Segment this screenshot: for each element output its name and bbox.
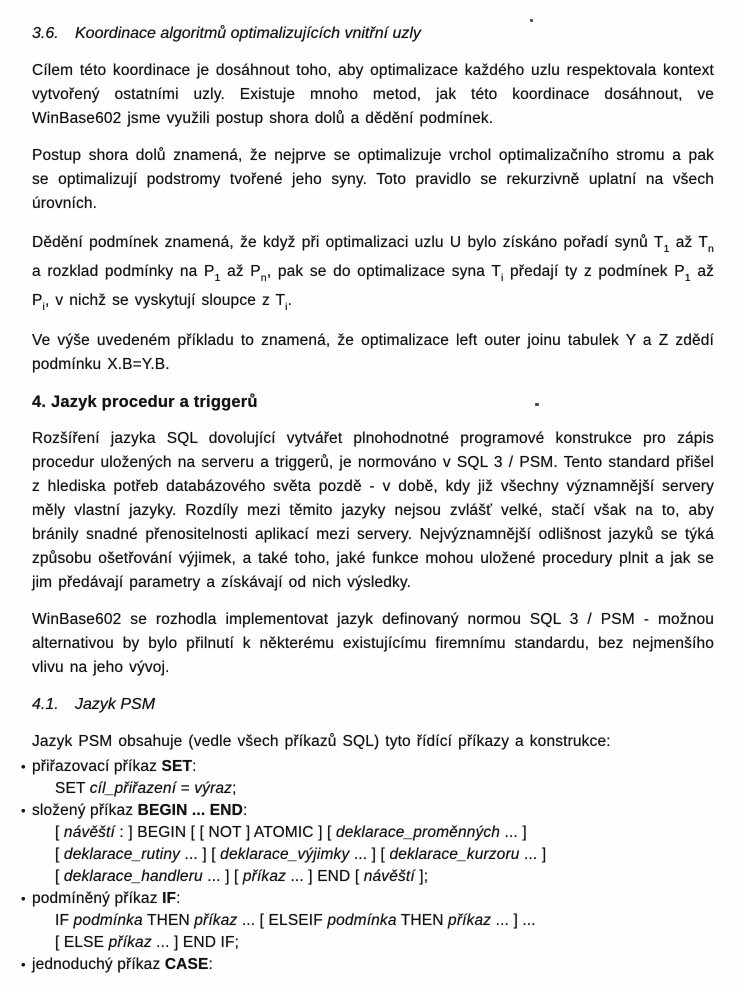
list-item-case-command	[21, 954, 714, 976]
bullet-body	[32, 756, 714, 800]
section-title-3-6: Koordinace algoritmů optimalizujících vnitřní uzly	[75, 25, 421, 42]
list-item-begin-end-command	[21, 800, 714, 888]
section-number-4-1: 4.1.	[32, 696, 59, 713]
syntax-line-if-1: IF podmínka THEN příkaz ... [ ELSEIF podmínka THEN příkaz ... ] ...	[55, 912, 536, 929]
bullet-icon: •	[21, 759, 26, 774]
section-title-4-1: Jazyk PSM	[75, 696, 156, 713]
paragraph-winbase-decision: WinBase602 se rozhodla implementovat jazyk definovaný normou SQL 3 / PSM - možnou alternativou by bylo přilnutí k některému existujícímu firemnímu standardu, bez nejmenšího vlivu na jeho vývoj.	[32, 611, 714, 676]
bullet-label-if: podmíněný příkaz IF:	[32, 890, 181, 907]
syntax-line-set: SET cíl_přiřazení = výraz;	[55, 780, 237, 797]
syntax-line-begin-3: [ deklarace_handleru ... ] [ příkaz ... ] END [ návěští ];	[55, 868, 429, 885]
syntax-line-begin-1: [ návěští : ] BEGIN [ [ NOT ] ATOMIC ] [ deklarace_proměnných ... ]	[55, 824, 527, 841]
section-heading-3-6	[32, 24, 714, 44]
paragraph-condition-inheritance: Dědění podmínek znamená, že když při optimalizaci uzlu U bylo získáno pořadí synů $T_1$ až $T_n$ a rozklad podmínky na $P_1$ až $P_n$, pak se do optimalizace syna $T_i$ předají ty z podmínek $P_1$ až $P_i$, v nichž se vyskytují sloupce z $T_i$.	[32, 234, 715, 313]
bullet-icon: •	[21, 891, 26, 906]
bullet-body	[32, 800, 714, 888]
bullet-icon: •	[21, 957, 26, 972]
bullet-label-case: jednoduchý příkaz CASE:	[32, 956, 213, 973]
bullet-label-begin-end: složený příkaz BEGIN ... END:	[32, 802, 248, 819]
bullet-body	[32, 888, 714, 954]
section-number-3-6: 3.6.	[32, 25, 59, 42]
section-heading-4-1	[32, 695, 714, 715]
paragraph-join-example: Ve výše uvedeném příkladu to znamená, že optimalizace left outer joinu tabulek Y a Z zdědí podmínku X.B=Y.B.	[32, 332, 714, 373]
list-item-set-command	[21, 756, 714, 800]
psm-command-list	[21, 756, 714, 976]
syntax-line-if-2: [ ELSE příkaz ... ] END IF;	[55, 934, 240, 951]
bullet-icon: •	[21, 803, 26, 818]
section-heading-4: 4. Jazyk procedur a triggerů	[32, 393, 258, 411]
paragraph-top-down-approach: Postup shora dolů znamená, že nejprve se optimalizuje vrchol optimalizačního stromu a pak se optimalizují podstromy tvořené jeho syny. Toto pravidlo se rekurzivně uplatní na všech úrovních.	[32, 147, 714, 212]
paragraph-coordination-goal: Cílem této koordinace je dosáhnout toho, aby optimalizace každého uzlu respektovala kontext vytvořený ostatními uzly. Existuje mnoho metod, jak této koordinace dosáhnout, ve WinBase602 jsme využili postup shora dolů a dědění podmínek.	[32, 62, 714, 127]
syntax-line-begin-2: [ deklarace_rutiny ... ] [ deklarace_výjimky ... ] [ deklarace_kurzoru ... ]	[55, 846, 547, 863]
list-item-if-command	[21, 888, 714, 954]
bullet-body	[32, 954, 714, 976]
bullet-label-set: přiřazovací příkaz SET:	[32, 758, 197, 775]
paragraph-psm-intro: Jazyk PSM obsahuje (vedle všech příkazů SQL) tyto řídící příkazy a konstrukce:	[32, 733, 611, 750]
paragraph-sql-extension: Rozšíření jazyka SQL dovolující vytvářet plnohodnotné programové konstrukce pro zápis procedur uložených na serveru a triggerů, je normováno v SQL 3 / PSM. Tento standard přišel z hlediska potřeb databázového světa pozdě - v době, kdy již všechny významnější servery měly vlastní jazyky. Rozdíly mezi těmito jazyky nejsou zvlášť velké, stačí však na to, aby bránily snadné přenositelnosti aplikací mezi servery. Nejvýznamnější odlišnost jazyků se týká způsobu ošetřování výjimek, a také toho, jaké funkce mohou uložené procedury plnit a jak se jim předávají parametry a získávají od nich výsledky.	[32, 430, 714, 591]
